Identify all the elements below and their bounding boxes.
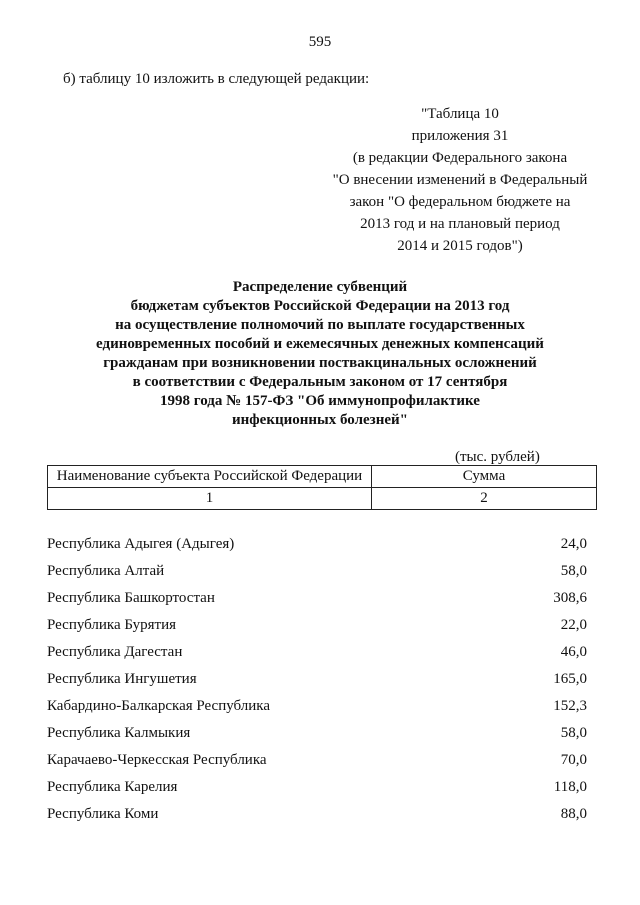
region-amount: 152,3 bbox=[553, 698, 587, 714]
region-name: Республика Коми bbox=[47, 806, 159, 822]
title-line: гражданам при возникновении поствакцинальных осложнений bbox=[103, 355, 537, 371]
region-amount: 24,0 bbox=[560, 536, 587, 552]
reference-line: 2014 и 2015 годов") bbox=[397, 238, 523, 254]
region-amount: 58,0 bbox=[560, 563, 587, 579]
title-line: в соответствии с Федеральным законом от 17 сентября bbox=[132, 374, 508, 390]
region-name: Республика Алтай bbox=[47, 563, 165, 579]
table-body bbox=[47, 531, 587, 828]
table-row bbox=[47, 747, 587, 774]
table-row bbox=[47, 801, 587, 828]
table-header bbox=[47, 465, 597, 510]
region-name: Республика Бурятия bbox=[47, 617, 177, 633]
reference-line: 2013 год и на плановый период bbox=[360, 216, 560, 232]
table-row bbox=[47, 639, 587, 666]
column-number-2: 2 bbox=[372, 488, 597, 510]
region-name: Республика Калмыкия bbox=[47, 725, 191, 741]
intro-text: б) таблицу 10 изложить в следующей редакции: bbox=[63, 71, 370, 87]
header-row bbox=[48, 466, 597, 488]
region-name: Республика Ингушетия bbox=[47, 671, 197, 687]
table-row bbox=[47, 720, 587, 747]
table-row bbox=[47, 585, 587, 612]
reference-line: (в редакции Федерального закона bbox=[352, 150, 568, 166]
page-number: 595 bbox=[308, 34, 332, 50]
region-name: Республика Башкортостан bbox=[47, 590, 215, 606]
reference-line: закон "О федеральном бюджете на bbox=[349, 194, 571, 210]
table-row bbox=[47, 693, 587, 720]
region-amount: 308,6 bbox=[553, 590, 587, 606]
column-number-row bbox=[48, 488, 597, 510]
region-name: Республика Дагестан bbox=[47, 644, 183, 660]
title-line: бюджетам субъектов Российской Федерации на 2013 год bbox=[130, 298, 510, 314]
region-name: Кабардино-Балкарская Республика bbox=[47, 698, 271, 714]
region-amount: 58,0 bbox=[560, 725, 587, 741]
region-amount: 46,0 bbox=[560, 644, 587, 660]
reference-line: приложения 31 bbox=[411, 128, 509, 144]
table-reference-note bbox=[300, 103, 620, 257]
region-amount: 118,0 bbox=[553, 779, 587, 795]
table-row bbox=[47, 612, 587, 639]
title-line: Распределение субвенций bbox=[232, 279, 408, 295]
region-name: Республика Карелия bbox=[47, 779, 178, 795]
column-header-sum: Сумма bbox=[372, 466, 597, 488]
reference-line: "Таблица 10 bbox=[421, 106, 499, 122]
title-line: 1998 года № 157-ФЗ "Об иммунопрофилактике bbox=[160, 393, 480, 409]
table-row bbox=[47, 774, 587, 801]
document-title bbox=[40, 278, 600, 430]
units-label: (тыс. рублей) bbox=[455, 449, 540, 465]
title-line: инфекционных болезней" bbox=[232, 412, 408, 428]
table-row bbox=[47, 666, 587, 693]
region-amount: 22,0 bbox=[560, 617, 587, 633]
region-amount: 88,0 bbox=[560, 806, 587, 822]
region-name: Республика Адыгея (Адыгея) bbox=[47, 536, 235, 552]
region-name: Карачаево-Черкесская Республика bbox=[47, 752, 267, 768]
reference-line: "О внесении изменений в Федеральный bbox=[332, 172, 588, 188]
title-line: единовременных пособий и ежемесячных денежных компенсаций bbox=[96, 336, 544, 352]
region-amount: 70,0 bbox=[560, 752, 587, 768]
column-number-1: 1 bbox=[48, 488, 372, 510]
table-row bbox=[47, 558, 587, 585]
table-row bbox=[47, 531, 587, 558]
column-header-name: Наименование субъекта Российской Федерации bbox=[48, 466, 372, 488]
title-line: на осуществление полномочий по выплате государственных bbox=[115, 317, 525, 333]
region-amount: 165,0 bbox=[553, 671, 587, 687]
